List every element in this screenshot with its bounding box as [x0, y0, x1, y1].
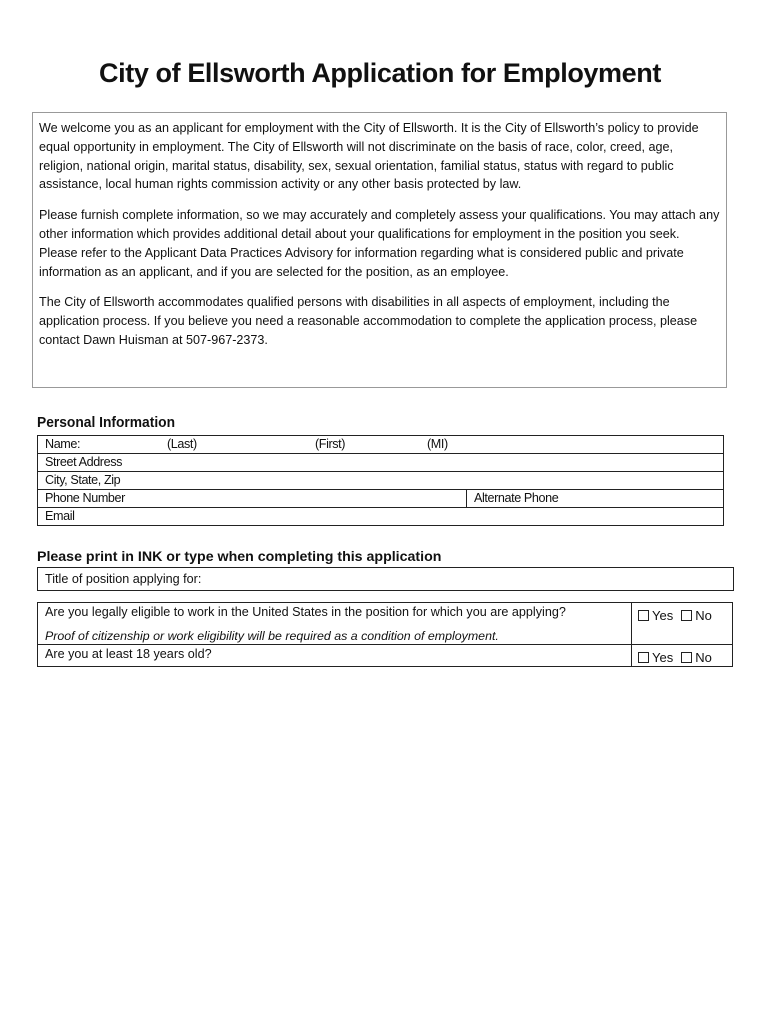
- middle-initial-label: (MI): [427, 437, 448, 451]
- ink-instruction-heading: Please print in INK or type when completing this application: [37, 549, 442, 565]
- city-row: [38, 472, 724, 490]
- age-question-text: Are you at least 18 years old?: [45, 647, 212, 661]
- alternate-phone-field[interactable]: [467, 490, 724, 508]
- phone-number-label: Phone Number: [45, 491, 125, 505]
- eligibility-row-work: [38, 603, 733, 645]
- phone-row: [38, 490, 724, 508]
- street-address-label: Street Address: [45, 455, 123, 469]
- position-title-field[interactable]: [38, 568, 734, 591]
- street-address-field[interactable]: [38, 454, 724, 472]
- street-row: [38, 454, 724, 472]
- name-row: [38, 436, 724, 454]
- intro-paragraph-accommodation: The City of Ellsworth accommodates qualified persons with disabilities in all aspects of employment, including the application process. If you believe you need a reasonable accommodation to complete the application process, please contact Dawn Huisman at 507-967-2373.: [39, 295, 698, 347]
- first-name-label: (First): [315, 437, 346, 451]
- age-yes-checkbox[interactable]: [638, 652, 649, 663]
- position-title-label: Title of position applying for:: [45, 572, 202, 586]
- intro-paragraph-instructions: Please furnish complete information, so we may accurately and completely assess your qualifications. You may attach any other information which provides additional detail about your qualifications for employment in the position you seek. Please refer to the Applicant Data Practices Advisory for information regarding what is considered public and private information as an applicant, and if you are selected for the position, as an employee.: [39, 208, 720, 279]
- yes-label: Yes: [652, 649, 674, 665]
- last-name-label: (Last): [167, 437, 197, 451]
- intro-box: [32, 112, 727, 388]
- name-field[interactable]: [38, 436, 724, 454]
- work-eligibility-yes-checkbox[interactable]: [638, 610, 649, 621]
- age-question: [38, 645, 632, 667]
- work-eligibility-text: Are you legally eligible to work in the United States in the position for which you are applying?: [45, 605, 566, 619]
- work-eligibility-no-checkbox[interactable]: [681, 610, 692, 621]
- intro-paragraph-policy: We welcome you as an applicant for employment with the City of Ellsworth. It is the City of Ellsworth’s policy to provide equal opportunity in employment. The City of Ellsworth will not discriminate on the basis of race, color, creed, age, religion, national origin, marital status, disability, sex, sexual orientation, familial status, status with regard to public assistance, local human rights commission activity or any other basis protected by law.: [39, 121, 699, 192]
- citizenship-proof-note: Proof of citizenship or work eligibility will be required as a condition of employment.: [45, 629, 499, 643]
- phone-number-field[interactable]: [38, 490, 467, 508]
- email-field[interactable]: [38, 508, 724, 526]
- age-no-checkbox[interactable]: [681, 652, 692, 663]
- email-label: Email: [45, 509, 75, 523]
- page-title: City of Ellsworth Application for Employment: [99, 58, 661, 88]
- city-state-zip-label: City, State, Zip: [45, 473, 121, 487]
- eligibility-table: [37, 602, 733, 667]
- personal-info-table: [37, 435, 724, 526]
- yes-label: Yes: [652, 607, 674, 623]
- age-options: [632, 645, 733, 667]
- no-label: No: [695, 649, 712, 665]
- alternate-phone-label: Alternate Phone: [474, 491, 559, 505]
- city-state-zip-field[interactable]: [38, 472, 724, 490]
- position-title-table: [37, 567, 734, 591]
- work-eligibility-options: [632, 603, 733, 645]
- eligibility-row-age: [38, 645, 733, 667]
- work-eligibility-question: [38, 603, 632, 645]
- personal-info-heading: Personal Information: [37, 414, 176, 431]
- no-label: No: [695, 607, 712, 623]
- name-label: Name:: [45, 437, 81, 451]
- email-row: [38, 508, 724, 526]
